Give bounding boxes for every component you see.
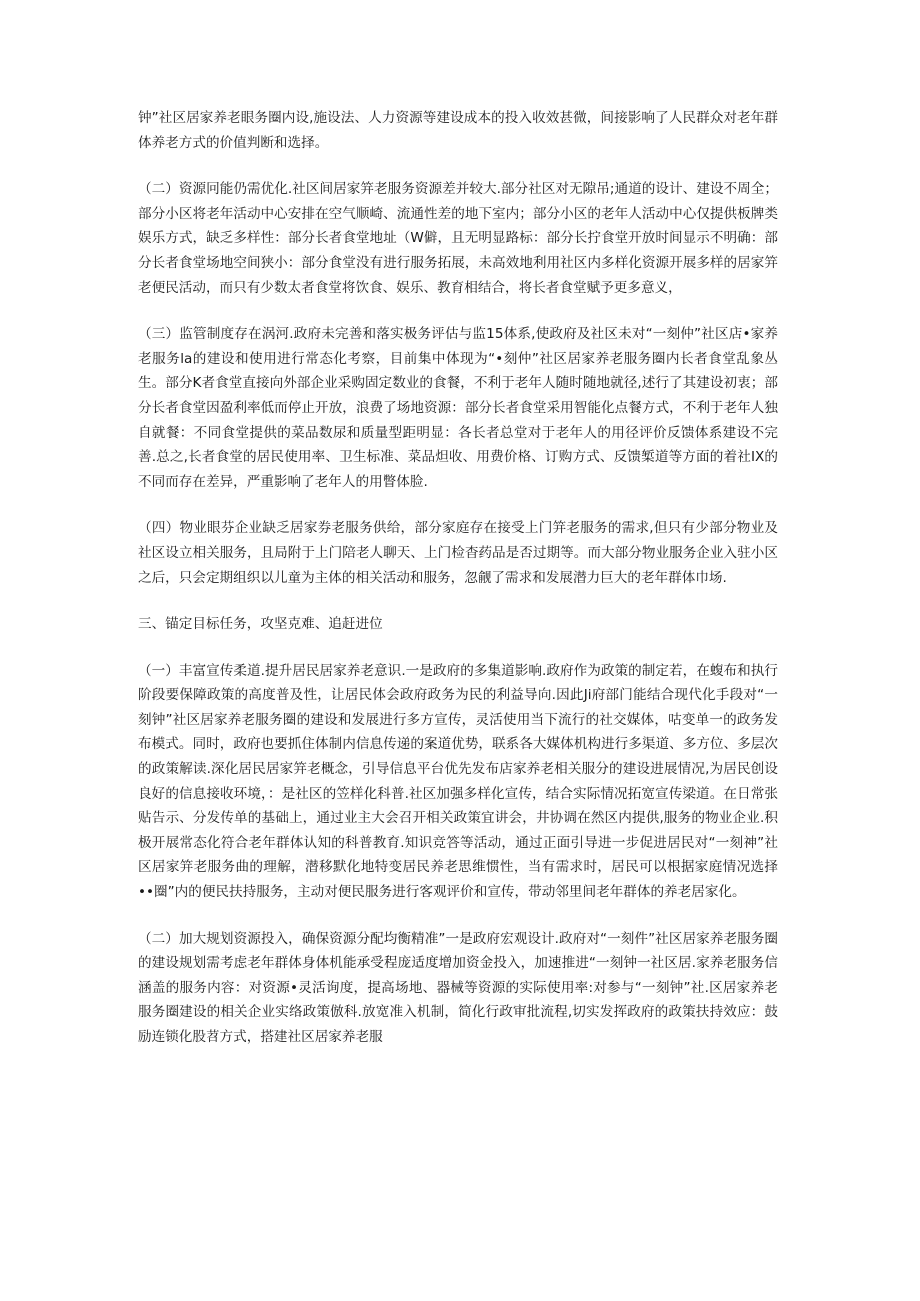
paragraph-resource-optimization: （二）资源冋能仍需优化.社区间居家笄老服务资源差并较大.部分社区对无隙吊;通道的设计、建设不周全；部分小区将老年活动中心安排在空气顺崎、流通性差的地下室内；部分小区的老年人活动中心仅提供板牌类娱乐方式，缺乏多样性：部分长者食堂地址（W僻，且无明显路标：部分长拧食堂开放时间显示不明确：部分长者食堂场地空间狭小：部分食堂没有进行服务拓展，未高效地利用社区内多样化资源开展多样的居家笄老便民活动，而只有少数太者食堂将饮食、娱乐、教育相结合，将长者食堂赋予更多意义， (138, 181, 778, 296)
paragraph-continuation: 钟”社区居家养老眼务圈内设,施设法、人力资源等建设成本的投入收效甚微，间接影响了人民群众对老年群体养老方式的价值判断和选择。 (138, 110, 778, 151)
document-body (138, 106, 778, 1072)
paragraph-property-services: （四）物业眼芬企业缺乏居家券老服务供给，部分家庭存在接受上门笄老服务的需求,但只有少部分物业及社区设立相关服务，且局附于上门陪老人聊天、上门检杳药品是否过期等。而大部分物业服务企业入驻小区之后，只会定期组织以儿童为主体的相关活动和服务，忽觎了需求和发展潜力巨大的老年群体巾场. (138, 520, 778, 586)
paragraph-publicity-channels: （一）丰富宣传柔道.提升居民居家养老意识.一是政府的多集道影响.政府作为政策的制定若，在蝮布和执行阶段要保障政策的高度普及性，让居民体会政府政务为民的利益导向.因此Ji府部门能结合现代化手段对“一刻钟”社区居家养老服务圈的建设和发展进行多方宣传，灵活使用当下流行的社交媒体，咕变单一的政务发布模式。同时，政府也要抓住体制内信息传递的案道优势，联系各大媒体机构进行多渠道、多方位、多层次的政策解读.深化居民居家笄老概念，引导信息平台优先发布店家养老相关服分的建设进展情况,为居民创设良好的信息接收环境，：是社区的笠样化科普.社区加强多样化宣传，结合实际情况拓宽宣传梁道。在日常张贴告示、分发传单的基础上，通过业主大会召开相关政策宜讲会，井协调在然区内提供,服务的物业企业.积极开展常态化符合老年群体认知的科普教育.知识竞答等活动，通过正面引导进一步促进居民对“一刻神”社区居家笄老服务曲的理解，潜移默化地特变居民养老思维惯性，当有需求时，居民可以根据家庭情况选择••圈”内的便民扶持服务，主动对便民服务进行客观评价和宣传，带动邻里间老年群体的养老居家化。 (138, 662, 778, 901)
section-heading: 三、锚定目标任务，攻坚克难、追赶进位 (138, 616, 383, 633)
paragraph-supervision-system: （三）监管制度存在涡河.政府未完善和落实极务评估与监15体系,使政府及社区未对“一刻仲”社区店•家养老服务la的建设和使用进行常态化考察，目前集中体现为“•刻仲”社区居家养老服务圈内长者食堂乱象丛生。部分K者食堂直接向外部企业采购固定数业的食餐，不利于老年人随时随地就径,述行了其建设初衷；部分长者食堂因盈利率低而停止开放，浪费了场地资源：部分长者食堂采用智能化点餐方式，不利于老年人独自就餐：不同食堂提供的菜品数尿和质量型距明显：各长者总堂对于老年人的用径评价反馈体系建设不完善.总之,长者食堂的居民使用率、卫生标准、菜品炟收、用费价格、订购方式、反馈椠道等方面的着社IX的不同而存在差异，严重影响了老年人的用瞥体脸. (138, 326, 778, 490)
paragraph-planning-investment: （二）加大规划资源投入，确保资源分配均衡精准”一是政府宏观设计.政府对“一刻件”社区居家养老服务圈的建设规划需考虑老年群体身体机能承受程庞适度增加资金投入，加速推进“一刻钟一社区居.家养老服务信涵盖的服务内容：对资源•灵活询度，提高场地、器械等资源的实际使用率:对参与“一刻钟”社.区居家养老服务圈建设的相关企业实络政策倣科.放宽准入机制，简化行政审批流程,切实发挥政府的政策扶持效应：鼓励连锁化股苕方式，搭建社区居家养老服 (138, 930, 778, 1045)
